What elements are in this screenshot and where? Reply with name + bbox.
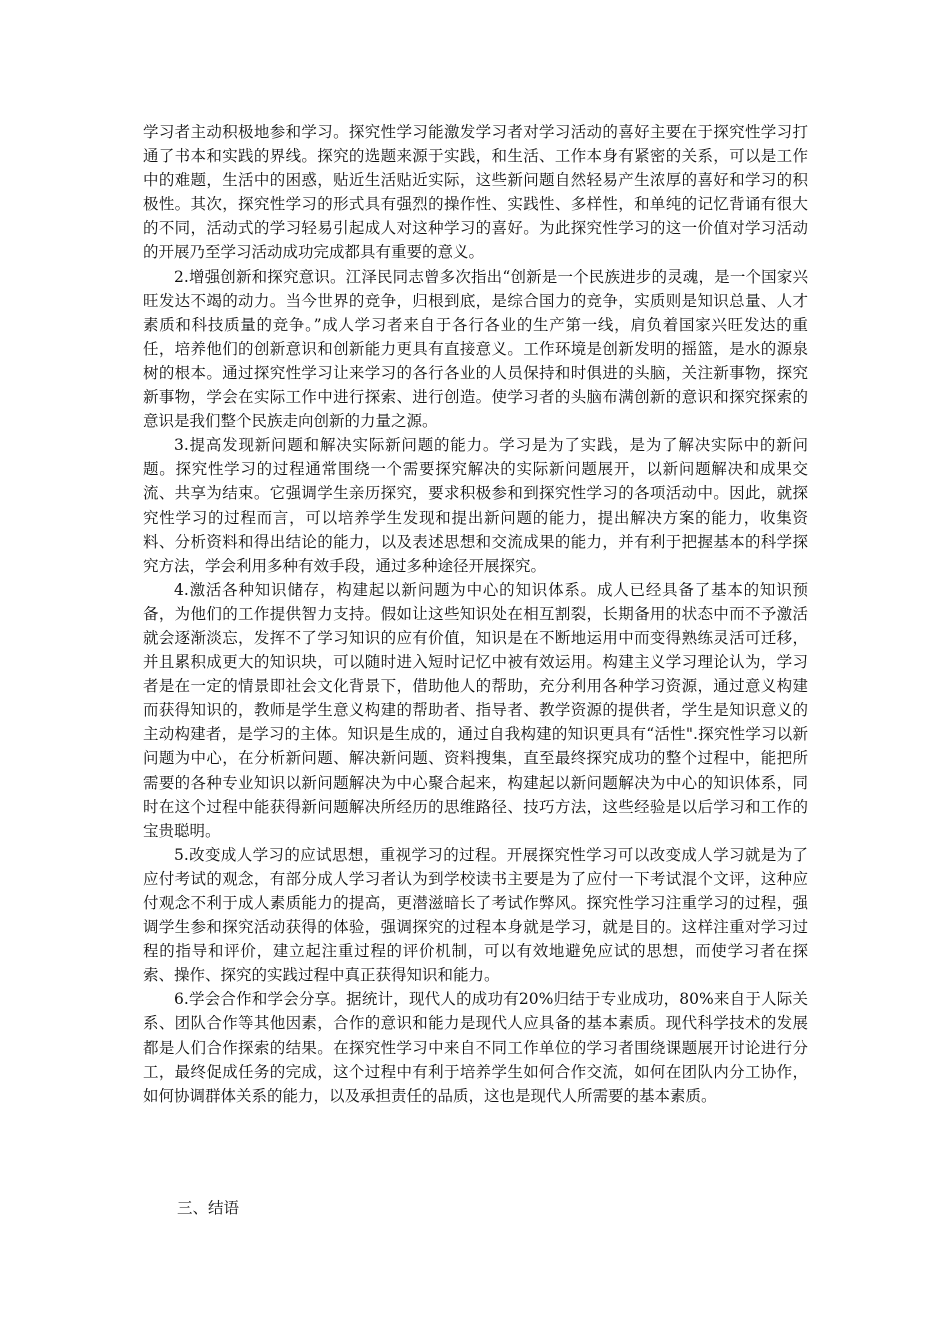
paragraph-learning-process: 5.改变成人学习的应试思想，重视学习的过程。开展探究性学习可以改变成人学习就是为了应付考试的观念，有部分成人学习者认为到学校读书主要是为了应付一下考试混个文评，这种应付观念不利于成人素质能力的提高，更潜滋暗长了考试作弊风。探究性学习注重学习的过程，强调学生参和探究活动获得的体验，强调探究的过程本身就是学习，就是目的。这样注重对学习过程的指导和评价，建立起注重过程的评价机制，可以有效地避免应试的思想，而使学习者在探索、操作、探究的实践过程中真正获得知识和能力。: [143, 845, 808, 985]
paragraph-problem-solving: 3.提高发现新问题和解决实际新问题的能力。学习是为了实践，是为了解决实际中的新问题。探究性学习的过程通常围绕一个需要探究解决的实际新问题展开，以新问题解决和成果交流、共享为结束。它强调学生亲历探究，要求积极参和到探究性学习的各项活动中。因此，就探究性学习的过程而言，可以培养学生发现和提出新问题的能力，提出解决方案的能力，收集资料、分析资料和得出结论的能力，以及表述思想和交流成果的能力，并有利于把握基本的科学探究方法，学会利用多种有效手段，通过多种途径开展探究。: [143, 436, 808, 575]
paragraph-knowledge-system: 4.激活各种知识储存，构建起以新问题为中心的知识体系。成人已经具备了基本的知识预备，为他们的工作提供智力支持。假如让这些知识处在相互割裂，长期备用的状态中而不予激活就会逐渐淡忘，发挥不了学习知识的应有价值，知识是在不断地运用中而变得熟练灵活可迁移，并且累积成更大的知识块，可以随时进入短时记忆中被有效运用。构建主义学习理论认为，学习者是在一定的情景即社会文化背景下，借助他人的帮助，充分利用各种学习资源，通过意义构建而获得知识的，教师是学生意义构建的帮助者、指导者、教学资源的提供者，学生是知识意义的主动构建者，是学习的主体。知识是生成的，通过自我构建的知识更具有“活性".探究性学习以新问题为中心，在分析新问题、解决新问题、资料搜集，直至最终探究成功的整个过程中，能把所需要的各种专业知识以新问题解决为中心聚合起来，构建起以新问题解决为中心的知识体系，同时在这个过程中能获得新问题解决所经历的思维路径、技巧方法，这些经验是以后学习和工作的宝贵聪明。: [143, 580, 808, 840]
paragraph-innovation: 2.增强创新和探究意识。江泽民同志曾多次指出“创新是一个民族进步的灵魂，是一个国家兴旺发达不竭的动力。当今世界的竞争，归根到底，是综合国力的竞争，实质则是知识总量、人才素质和科技质量的竞争。”成人学习者来自于各行各业的生产第一线，肩负着国家兴旺发达的重任，培养他们的创新意识和创新能力更具有直接意义。工作环境是创新发明的摇篮，是水的源泉树的根本。通过探究性学习让来学习的各行各业的人员保持和时俱进的头脑，关注新事物，探究新事物，学会在实际工作中进行探索、进行创造。使学习者的头脑布满创新的意识和探究探索的意识是我们整个民族走向创新的力量之源。: [143, 267, 808, 431]
paragraph-cooperation: 6.学会合作和学会分享。据统计，现代人的成功有20%归结于专业成功，80%来自于人际关系、团队合作等其他因素，合作的意识和能力是现代人应具备的基本素质。现代科学技术的发展都是人们合作探索的结果。在探究性学习中来自不同工作单位的学习者围绕课题展开讨论进行分工，最终促成任务的完成，这个过程中有利于培养学生如何合作交流，如何在团队内分工协作，如何协调群体关系的能力，以及承担责任的品质，这也是现代人所需要的基本素质。: [143, 990, 808, 1105]
document-body: [143, 120, 808, 1108]
paragraph-continuation: 学习者主动积极地参和学习。探究性学习能激发学习者对学习活动的喜好主要在于探究性学习打通了书本和实践的界线。探究的选题来源于实践，和生活、工作本身有紧密的关系，可以是工作中的难题，生活中的困惑，贴近生活贴近实际，这些新问题自然轻易产生浓厚的喜好和学习的积极性。其次，探究性学习的形式具有强烈的操作性、实践性、多样性，和单纯的记忆背诵有很大的不同，活动式的学习轻易引起成人对这种学习的喜好。为此探究性学习的这一价值对学习活动的开展乃至学习活动成功完成都具有重要的意义。: [143, 123, 808, 262]
section-heading: 三、结语: [177, 1199, 240, 1217]
